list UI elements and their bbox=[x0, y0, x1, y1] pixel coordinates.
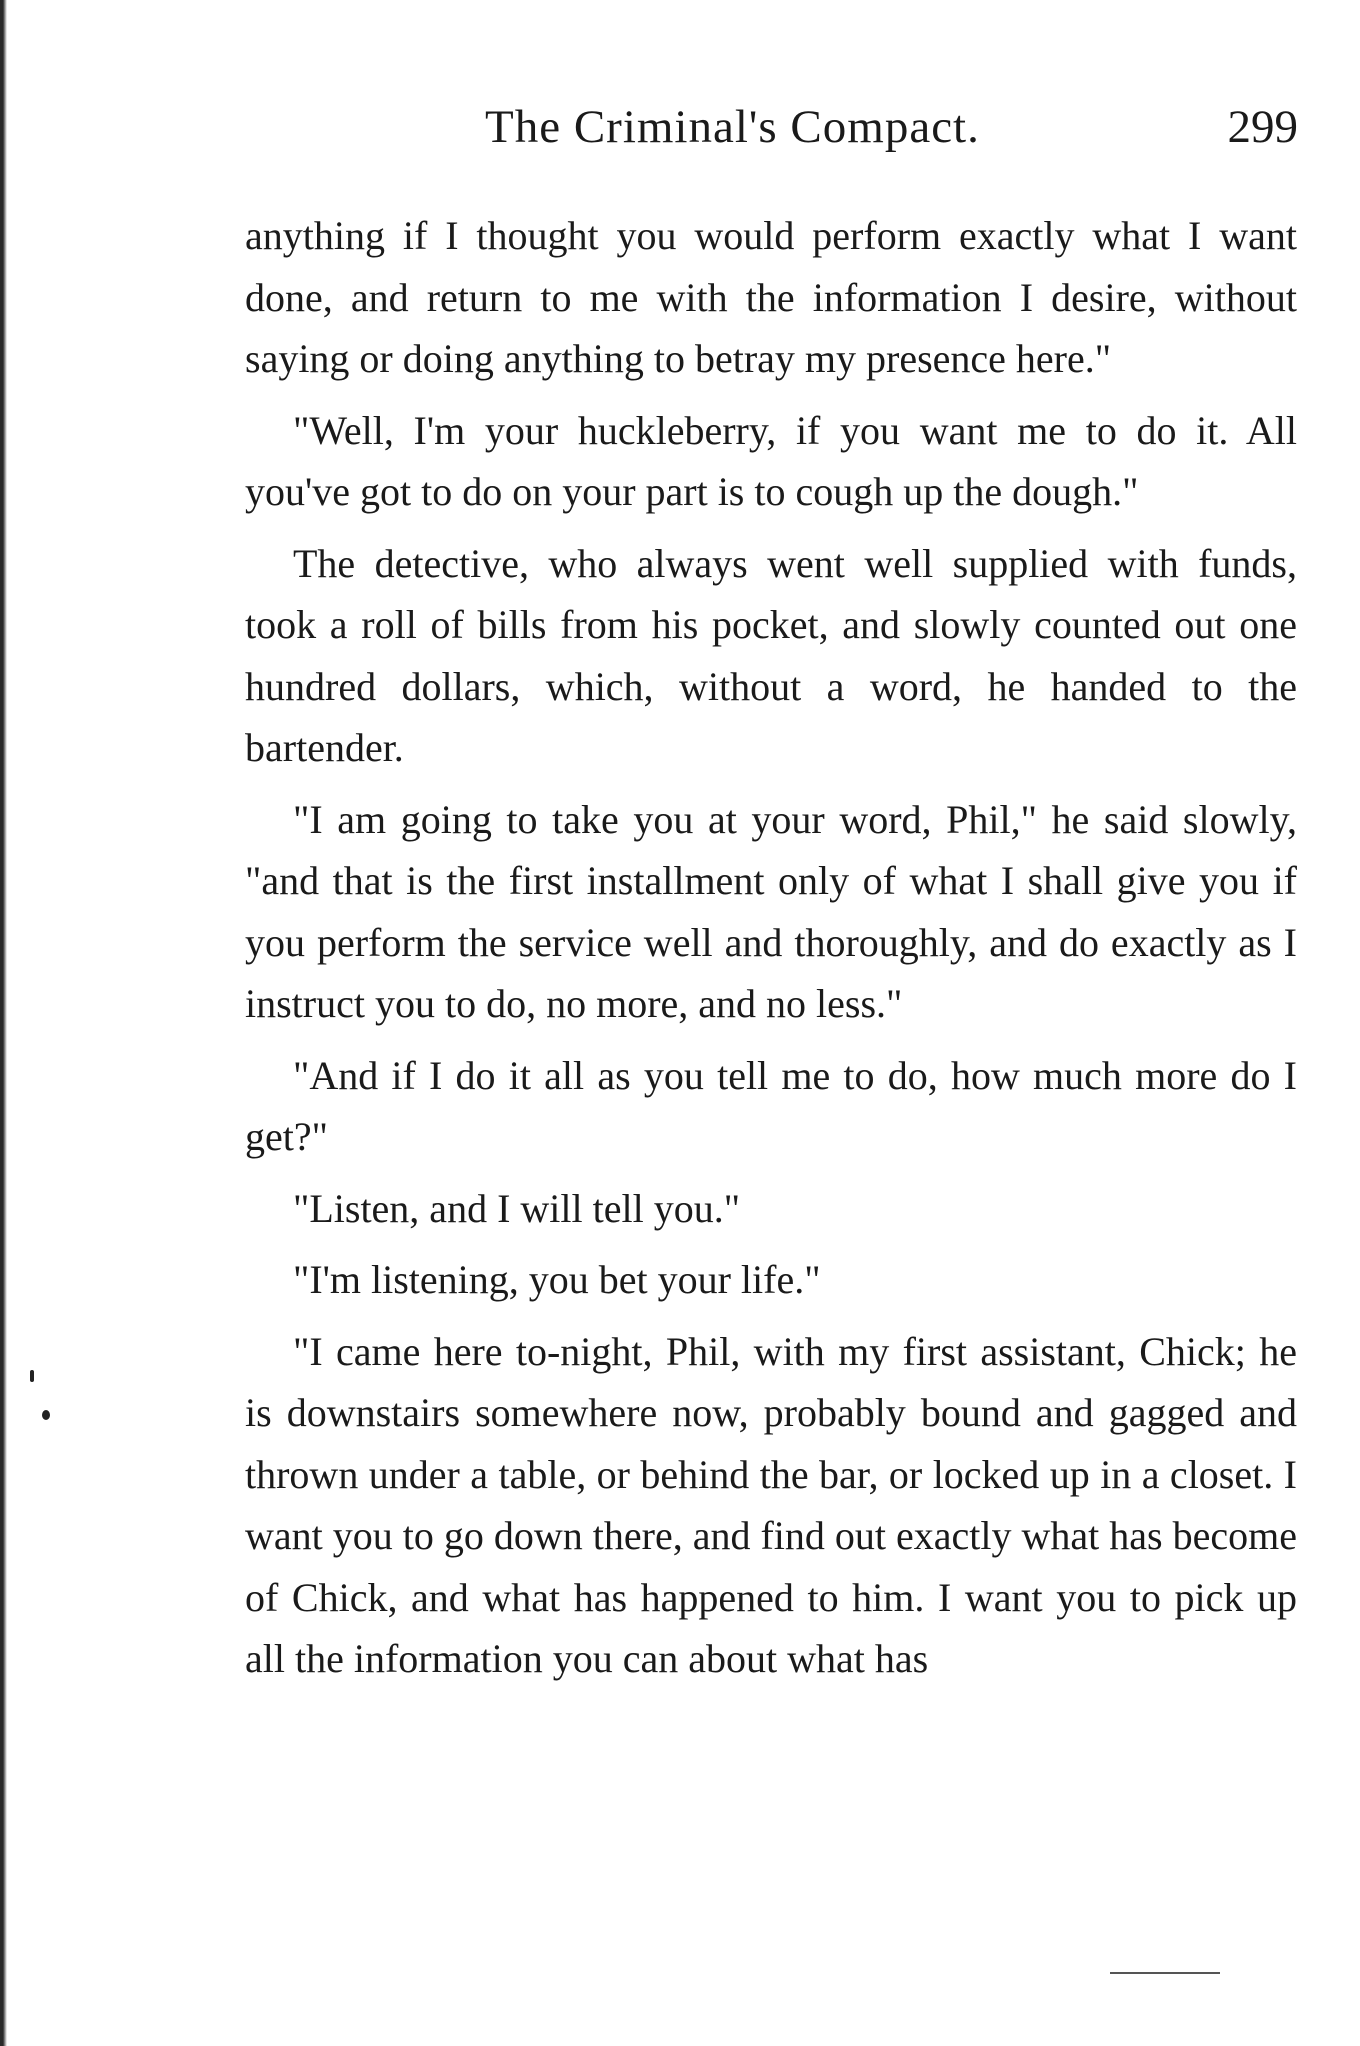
paragraph: "I'm listening, you bet your life." bbox=[293, 1257, 821, 1302]
paragraph: "I am going to take you at your word, Phil," he said slowly, "and that is the first installment only of what I shall give you if you perform the service well and thoroughly, and do exactly as I instruct you to do, no more, and no less." bbox=[245, 796, 1297, 1026]
paragraph: "And if I do it all as you tell me to do, how much more do I get?" bbox=[245, 1052, 1297, 1159]
body-text bbox=[245, 205, 1297, 1700]
paragraph: "Listen, and I will tell you." bbox=[293, 1185, 741, 1231]
paragraph: "I came here to-night, Phil, with my first assistant, Chick; he is downstairs somewhere now, probably bound and gagged and thrown under a table, or behind the bar, or locked up in a closet. I want you to go down there, and find out exactly what has become of Chick, and what has happened to him. I want you to pick up all the information you can about what has bbox=[245, 1328, 1297, 1681]
running-header bbox=[240, 100, 1300, 170]
running-title: The Criminal's Compact. bbox=[485, 101, 980, 153]
ink-speck bbox=[42, 1410, 50, 1420]
paragraph: "Well, I'm your huckleberry, if you want me to do it. All you've got to do on your part is to cough up the dough." bbox=[245, 407, 1297, 514]
paragraph: anything if I thought you would perform exactly what I want done, and return to me with the information I desire, without saying or doing anything to betray my presence here." bbox=[245, 213, 1297, 381]
footer-rule bbox=[1110, 1972, 1220, 1974]
page-binding-edge bbox=[0, 0, 14, 2046]
paragraph: The detective, who always went well supplied with funds, took a roll of bills from his pocket, and slowly counted out one hundred dollars, which, without a word, he handed to the bartender. bbox=[245, 540, 1297, 770]
ink-speck bbox=[30, 1370, 34, 1382]
page-number: 299 bbox=[1227, 101, 1298, 153]
